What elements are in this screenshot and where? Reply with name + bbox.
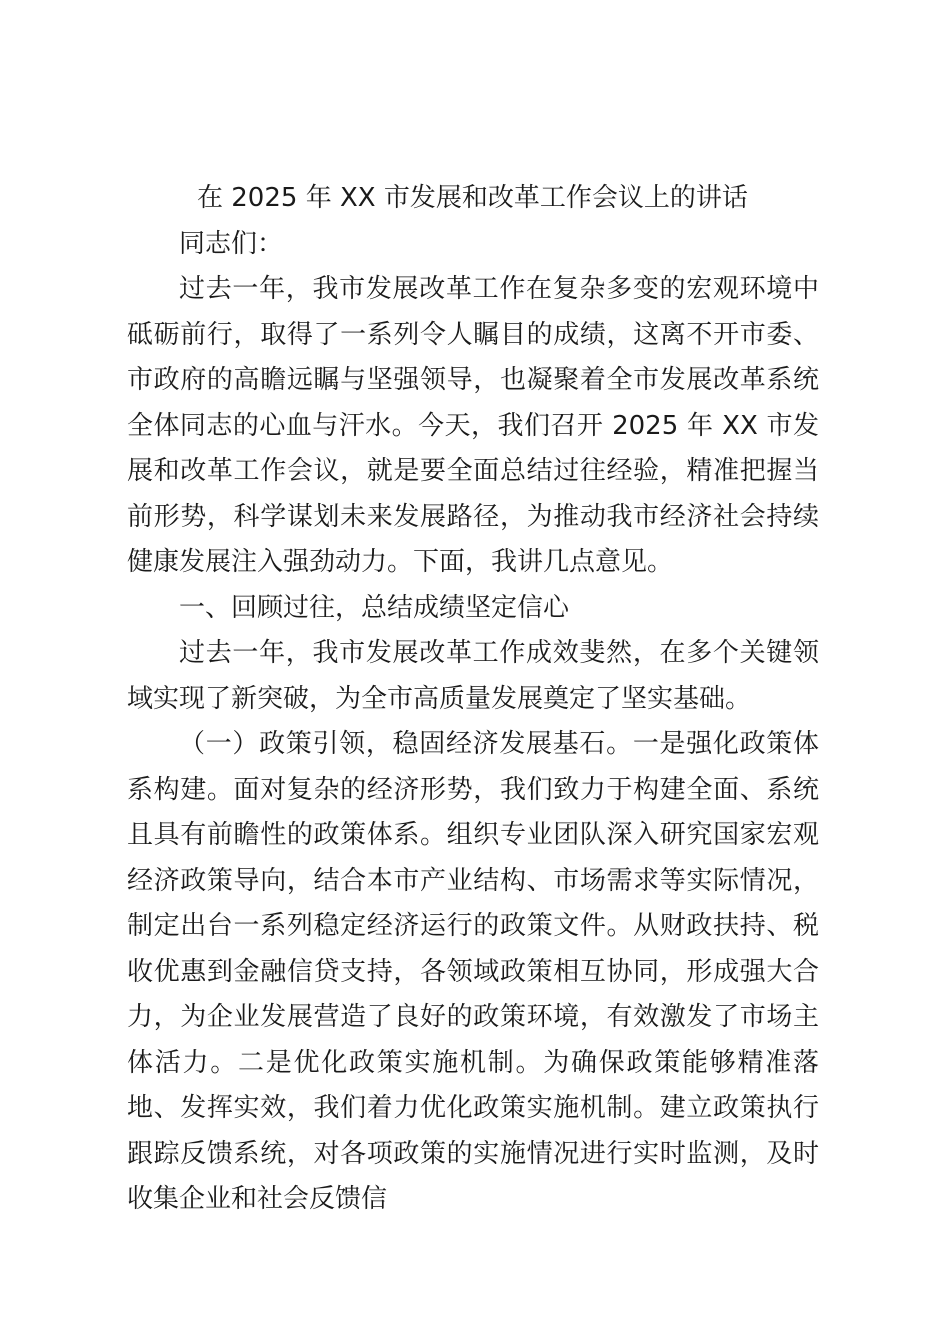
subsection-1-paragraph: （一）政策引领，稳固经济发展基石。一是强化政策体系构建。面对复杂的经济形势，我们致力于构建全面、系统且具有前瞻性的政策体系。组织专业团队深入研究国家宏观经济政策导向，结合本市产业结构、市场需求等实际情况，制定出台一系列稳定经济运行的政策文件。从财政扶持、税收优惠到金融信贷支持，各领域政策相互协同，形成强大合力，为企业发展营造了良好的政策环境，有效激发了市场主体活力。二是优化政策实施机制。为确保政策能够精准落地、发挥实效，我们着力优化政策实施机制。建立政策执行跟踪反馈系统，对各项政策的实施情况进行实时监测，及时收集企业和社会反馈信 <box>127 729 819 1214</box>
salutation: 同志们： <box>179 228 284 259</box>
opening-paragraph: 过去一年，我市发展改革工作在复杂多变的宏观环境中砥砺前行，取得了一系列令人瞩目的成绩，这离不开市委、市政府的高瞻远瞩与坚强领导，也凝聚着全市发展改革系统全体同志的心血与汗水。今天，我们召开 2025 年 XX 市发展和改革工作会议，就是要全面总结过往经验，精准把握当前形势，科学谋划未来发展路径，为推动我市经济社会持续健康发展注入强劲动力。下面，我讲几点意见。 <box>127 274 819 577</box>
section-heading-1: 一、回顾过往，总结成绩坚定信心 <box>179 592 570 623</box>
document-body <box>127 176 819 1223</box>
section-1-intro-paragraph: 过去一年，我市发展改革工作成效斐然，在多个关键领域实现了新突破，为全市高质量发展奠定了坚实基础。 <box>127 638 819 714</box>
document-title: 在 2025 年 XX 市发展和改革工作会议上的讲话 <box>197 183 748 213</box>
